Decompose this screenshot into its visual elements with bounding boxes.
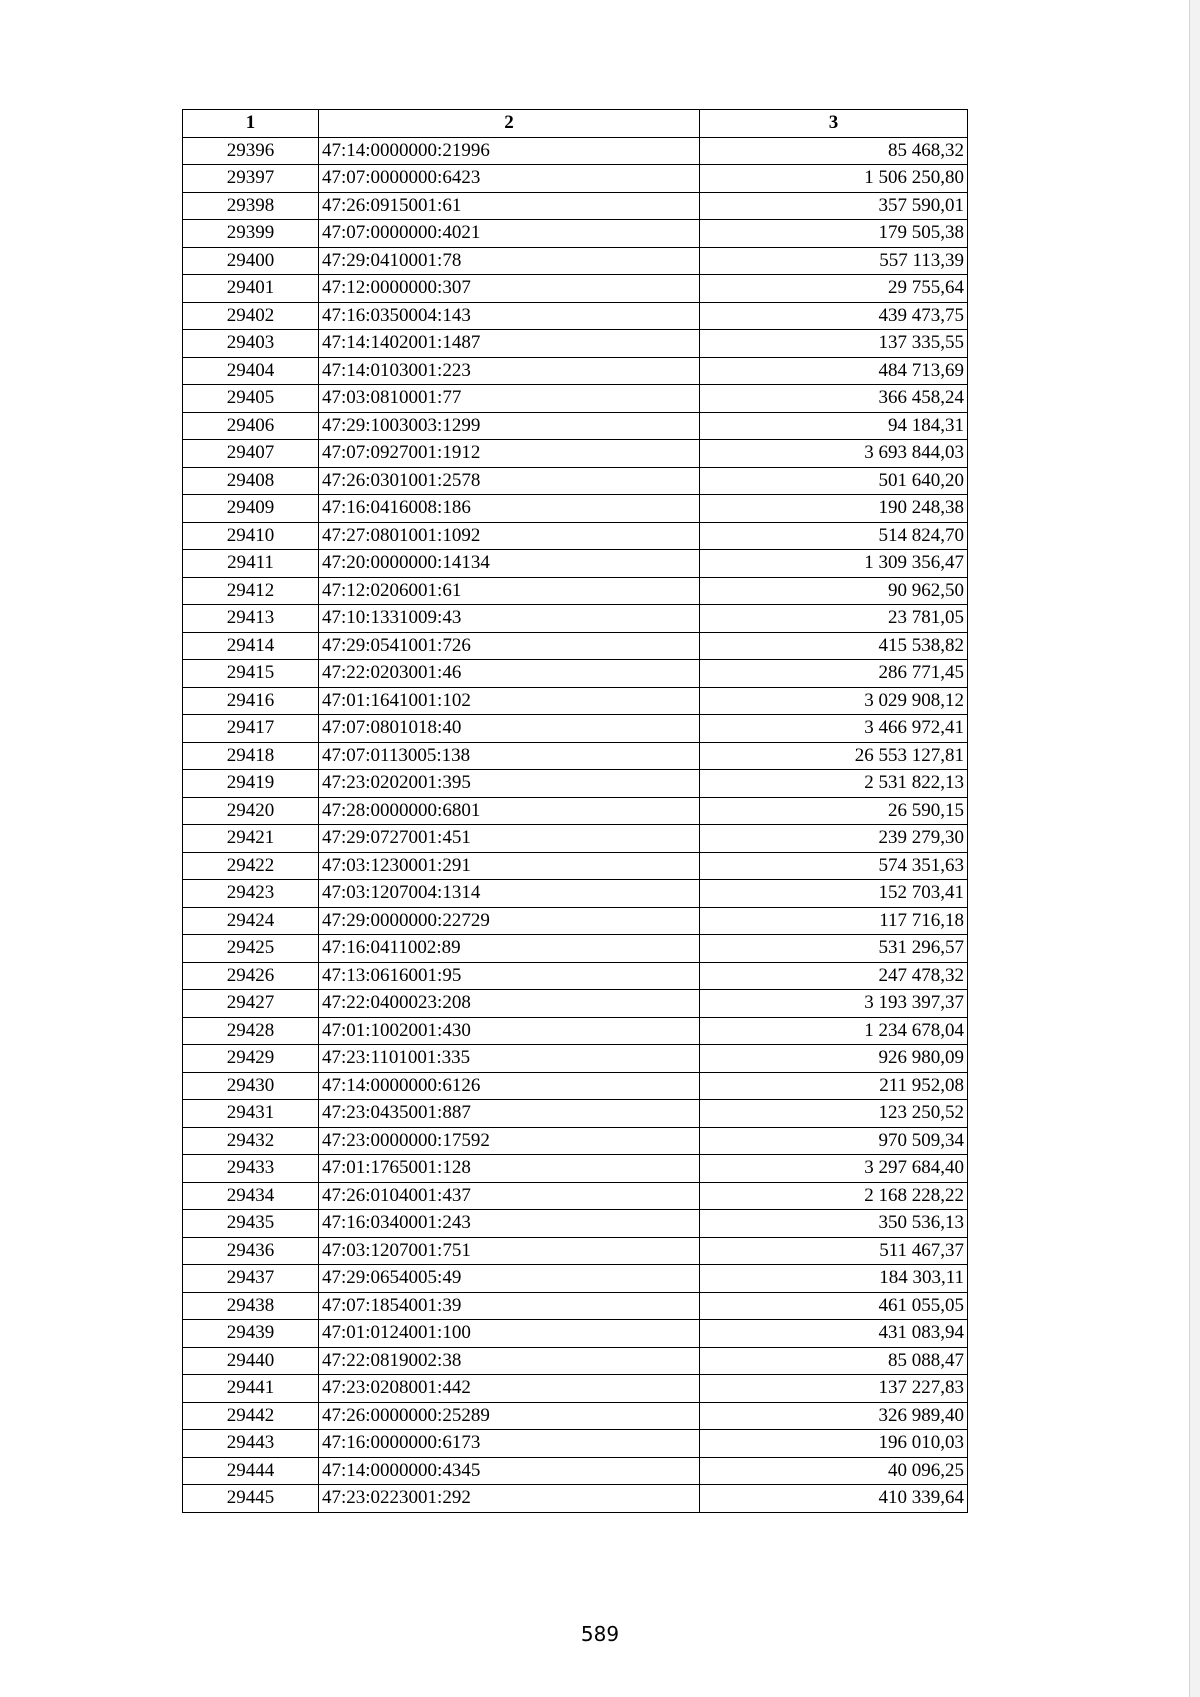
row-number-cell: 29405 <box>183 385 319 413</box>
value-cell: 247 478,32 <box>700 962 968 990</box>
row-number-cell: 29399 <box>183 220 319 248</box>
table-header <box>183 110 968 138</box>
cadastral-number-cell: 47:03:0810001:77 <box>319 385 700 413</box>
value-cell: 2 168 228,22 <box>700 1182 968 1210</box>
table-row <box>183 165 968 193</box>
table-row <box>183 742 968 770</box>
value-cell: 3 693 844,03 <box>700 440 968 468</box>
row-number-cell: 29440 <box>183 1347 319 1375</box>
row-number-cell: 29418 <box>183 742 319 770</box>
header-col-2: 2 <box>319 110 700 138</box>
table-row <box>183 550 968 578</box>
table-row <box>183 495 968 523</box>
cadastral-number-cell: 47:20:0000000:14134 <box>319 550 700 578</box>
row-number-cell: 29443 <box>183 1430 319 1458</box>
row-number-cell: 29415 <box>183 660 319 688</box>
row-number-cell: 29423 <box>183 880 319 908</box>
cadastral-number-cell: 47:07:0000000:4021 <box>319 220 700 248</box>
table-row <box>183 770 968 798</box>
table-row <box>183 192 968 220</box>
table-row <box>183 935 968 963</box>
value-cell: 137 335,55 <box>700 330 968 358</box>
table-row <box>183 715 968 743</box>
value-cell: 461 055,05 <box>700 1292 968 1320</box>
value-cell: 926 980,09 <box>700 1045 968 1073</box>
registry-table <box>182 109 968 1513</box>
row-number-cell: 29409 <box>183 495 319 523</box>
table-row <box>183 330 968 358</box>
cadastral-number-cell: 47:14:0103001:223 <box>319 357 700 385</box>
table-row <box>183 302 968 330</box>
table-row <box>183 357 968 385</box>
cadastral-number-cell: 47:16:0416008:186 <box>319 495 700 523</box>
row-number-cell: 29439 <box>183 1320 319 1348</box>
row-number-cell: 29425 <box>183 935 319 963</box>
cadastral-number-cell: 47:16:0000000:6173 <box>319 1430 700 1458</box>
row-number-cell: 29402 <box>183 302 319 330</box>
page-number: 589 <box>580 1622 620 1646</box>
value-cell: 2 531 822,13 <box>700 770 968 798</box>
row-number-cell: 29396 <box>183 137 319 165</box>
header-col-3: 3 <box>700 110 968 138</box>
cadastral-number-cell: 47:29:1003003:1299 <box>319 412 700 440</box>
table-row <box>183 1430 968 1458</box>
row-number-cell: 29406 <box>183 412 319 440</box>
table-body <box>183 137 968 1512</box>
value-cell: 23 781,05 <box>700 605 968 633</box>
table-row <box>183 137 968 165</box>
cadastral-number-cell: 47:01:1765001:128 <box>319 1155 700 1183</box>
cadastral-number-cell: 47:22:0400023:208 <box>319 990 700 1018</box>
cadastral-number-cell: 47:16:0350004:143 <box>319 302 700 330</box>
table-row <box>183 220 968 248</box>
table-row <box>183 1457 968 1485</box>
row-number-cell: 29444 <box>183 1457 319 1485</box>
cadastral-number-cell: 47:26:0000000:25289 <box>319 1402 700 1430</box>
value-cell: 574 351,63 <box>700 852 968 880</box>
cadastral-number-cell: 47:26:0915001:61 <box>319 192 700 220</box>
cadastral-number-cell: 47:07:0927001:1912 <box>319 440 700 468</box>
value-cell: 3 297 684,40 <box>700 1155 968 1183</box>
row-number-cell: 29430 <box>183 1072 319 1100</box>
value-cell: 1 309 356,47 <box>700 550 968 578</box>
table-row <box>183 275 968 303</box>
value-cell: 415 538,82 <box>700 632 968 660</box>
value-cell: 152 703,41 <box>700 880 968 908</box>
row-number-cell: 29412 <box>183 577 319 605</box>
value-cell: 184 303,11 <box>700 1265 968 1293</box>
cadastral-number-cell: 47:26:0104001:437 <box>319 1182 700 1210</box>
table-row <box>183 1100 968 1128</box>
row-number-cell: 29400 <box>183 247 319 275</box>
table-row <box>183 825 968 853</box>
row-number-cell: 29437 <box>183 1265 319 1293</box>
table-row <box>183 1210 968 1238</box>
row-number-cell: 29432 <box>183 1127 319 1155</box>
value-cell: 123 250,52 <box>700 1100 968 1128</box>
value-cell: 357 590,01 <box>700 192 968 220</box>
value-cell: 117 716,18 <box>700 907 968 935</box>
cadastral-number-cell: 47:14:1402001:1487 <box>319 330 700 358</box>
value-cell: 410 339,64 <box>700 1485 968 1513</box>
cadastral-number-cell: 47:03:1207001:751 <box>319 1237 700 1265</box>
table-row <box>183 1017 968 1045</box>
row-number-cell: 29407 <box>183 440 319 468</box>
row-number-cell: 29403 <box>183 330 319 358</box>
cadastral-number-cell: 47:16:0411002:89 <box>319 935 700 963</box>
table-row <box>183 990 968 1018</box>
row-number-cell: 29445 <box>183 1485 319 1513</box>
row-number-cell: 29416 <box>183 687 319 715</box>
value-cell: 531 296,57 <box>700 935 968 963</box>
cadastral-number-cell: 47:01:1641001:102 <box>319 687 700 715</box>
header-col-1: 1 <box>183 110 319 138</box>
table-row <box>183 1182 968 1210</box>
row-number-cell: 29435 <box>183 1210 319 1238</box>
value-cell: 196 010,03 <box>700 1430 968 1458</box>
value-cell: 211 952,08 <box>700 1072 968 1100</box>
row-number-cell: 29436 <box>183 1237 319 1265</box>
row-number-cell: 29414 <box>183 632 319 660</box>
table-row <box>183 962 968 990</box>
row-number-cell: 29401 <box>183 275 319 303</box>
cadastral-number-cell: 47:26:0301001:2578 <box>319 467 700 495</box>
table-row <box>183 907 968 935</box>
value-cell: 190 248,38 <box>700 495 968 523</box>
cadastral-number-cell: 47:23:1101001:335 <box>319 1045 700 1073</box>
cadastral-number-cell: 47:14:0000000:4345 <box>319 1457 700 1485</box>
table-row <box>183 440 968 468</box>
value-cell: 26 553 127,81 <box>700 742 968 770</box>
row-number-cell: 29404 <box>183 357 319 385</box>
table-row <box>183 1072 968 1100</box>
value-cell: 431 083,94 <box>700 1320 968 1348</box>
cadastral-number-cell: 47:10:1331009:43 <box>319 605 700 633</box>
value-cell: 85 088,47 <box>700 1347 968 1375</box>
cadastral-number-cell: 47:27:0801001:1092 <box>319 522 700 550</box>
cadastral-number-cell: 47:13:0616001:95 <box>319 962 700 990</box>
table-row <box>183 522 968 550</box>
row-number-cell: 29442 <box>183 1402 319 1430</box>
table-row <box>183 605 968 633</box>
cadastral-number-cell: 47:23:0223001:292 <box>319 1485 700 1513</box>
value-cell: 3 193 397,37 <box>700 990 968 1018</box>
value-cell: 85 468,32 <box>700 137 968 165</box>
value-cell: 29 755,64 <box>700 275 968 303</box>
row-number-cell: 29397 <box>183 165 319 193</box>
cadastral-number-cell: 47:23:0435001:887 <box>319 1100 700 1128</box>
cadastral-number-cell: 47:22:0819002:38 <box>319 1347 700 1375</box>
table-row <box>183 632 968 660</box>
cadastral-number-cell: 47:16:0340001:243 <box>319 1210 700 1238</box>
value-cell: 501 640,20 <box>700 467 968 495</box>
value-cell: 1 506 250,80 <box>700 165 968 193</box>
cadastral-number-cell: 47:29:0654005:49 <box>319 1265 700 1293</box>
table-row <box>183 1155 968 1183</box>
value-cell: 3 029 908,12 <box>700 687 968 715</box>
value-cell: 179 505,38 <box>700 220 968 248</box>
cadastral-number-cell: 47:14:0000000:6126 <box>319 1072 700 1100</box>
row-number-cell: 29421 <box>183 825 319 853</box>
table-row <box>183 247 968 275</box>
value-cell: 94 184,31 <box>700 412 968 440</box>
value-cell: 1 234 678,04 <box>700 1017 968 1045</box>
row-number-cell: 29428 <box>183 1017 319 1045</box>
value-cell: 286 771,45 <box>700 660 968 688</box>
value-cell: 90 962,50 <box>700 577 968 605</box>
table-row <box>183 660 968 688</box>
row-number-cell: 29433 <box>183 1155 319 1183</box>
value-cell: 366 458,24 <box>700 385 968 413</box>
table-row <box>183 1375 968 1403</box>
cadastral-number-cell: 47:07:0113005:138 <box>319 742 700 770</box>
value-cell: 484 713,69 <box>700 357 968 385</box>
cadastral-number-cell: 47:29:0727001:451 <box>319 825 700 853</box>
row-number-cell: 29419 <box>183 770 319 798</box>
row-number-cell: 29420 <box>183 797 319 825</box>
cadastral-number-cell: 47:03:1230001:291 <box>319 852 700 880</box>
cadastral-number-cell: 47:22:0203001:46 <box>319 660 700 688</box>
value-cell: 3 466 972,41 <box>700 715 968 743</box>
row-number-cell: 29427 <box>183 990 319 1018</box>
row-number-cell: 29422 <box>183 852 319 880</box>
value-cell: 514 824,70 <box>700 522 968 550</box>
value-cell: 26 590,15 <box>700 797 968 825</box>
row-number-cell: 29441 <box>183 1375 319 1403</box>
page-edge <box>1189 0 1200 1697</box>
row-number-cell: 29426 <box>183 962 319 990</box>
value-cell: 511 467,37 <box>700 1237 968 1265</box>
value-cell: 137 227,83 <box>700 1375 968 1403</box>
table-row <box>183 1320 968 1348</box>
cadastral-number-cell: 47:03:1207004:1314 <box>319 880 700 908</box>
row-number-cell: 29408 <box>183 467 319 495</box>
row-number-cell: 29434 <box>183 1182 319 1210</box>
value-cell: 40 096,25 <box>700 1457 968 1485</box>
cadastral-number-cell: 47:23:0202001:395 <box>319 770 700 798</box>
table-row <box>183 385 968 413</box>
value-cell: 350 536,13 <box>700 1210 968 1238</box>
cadastral-number-cell: 47:23:0208001:442 <box>319 1375 700 1403</box>
cadastral-number-cell: 47:29:0541001:726 <box>319 632 700 660</box>
table-row <box>183 797 968 825</box>
cadastral-number-cell: 47:01:1002001:430 <box>319 1017 700 1045</box>
row-number-cell: 29417 <box>183 715 319 743</box>
row-number-cell: 29438 <box>183 1292 319 1320</box>
row-number-cell: 29398 <box>183 192 319 220</box>
value-cell: 326 989,40 <box>700 1402 968 1430</box>
cadastral-number-cell: 47:01:0124001:100 <box>319 1320 700 1348</box>
table-row <box>183 852 968 880</box>
row-number-cell: 29424 <box>183 907 319 935</box>
table-row <box>183 1292 968 1320</box>
row-number-cell: 29411 <box>183 550 319 578</box>
table-row <box>183 467 968 495</box>
value-cell: 239 279,30 <box>700 825 968 853</box>
cadastral-number-cell: 47:14:0000000:21996 <box>319 137 700 165</box>
table-row <box>183 412 968 440</box>
cadastral-number-cell: 47:12:0000000:307 <box>319 275 700 303</box>
cadastral-number-cell: 47:07:0801018:40 <box>319 715 700 743</box>
cadastral-number-cell: 47:23:0000000:17592 <box>319 1127 700 1155</box>
table-row <box>183 577 968 605</box>
table-row <box>183 1045 968 1073</box>
value-cell: 557 113,39 <box>700 247 968 275</box>
table-row <box>183 1127 968 1155</box>
table-row <box>183 1237 968 1265</box>
row-number-cell: 29413 <box>183 605 319 633</box>
table-row <box>183 687 968 715</box>
value-cell: 970 509,34 <box>700 1127 968 1155</box>
value-cell: 439 473,75 <box>700 302 968 330</box>
cadastral-number-cell: 47:28:0000000:6801 <box>319 797 700 825</box>
table-row <box>183 1347 968 1375</box>
cadastral-number-cell: 47:29:0000000:22729 <box>319 907 700 935</box>
cadastral-number-cell: 47:07:1854001:39 <box>319 1292 700 1320</box>
cadastral-number-cell: 47:07:0000000:6423 <box>319 165 700 193</box>
table-row <box>183 880 968 908</box>
row-number-cell: 29429 <box>183 1045 319 1073</box>
row-number-cell: 29431 <box>183 1100 319 1128</box>
row-number-cell: 29410 <box>183 522 319 550</box>
cadastral-number-cell: 47:29:0410001:78 <box>319 247 700 275</box>
table-row <box>183 1485 968 1513</box>
header-row <box>183 110 968 138</box>
cadastral-number-cell: 47:12:0206001:61 <box>319 577 700 605</box>
table-row <box>183 1265 968 1293</box>
table-row <box>183 1402 968 1430</box>
